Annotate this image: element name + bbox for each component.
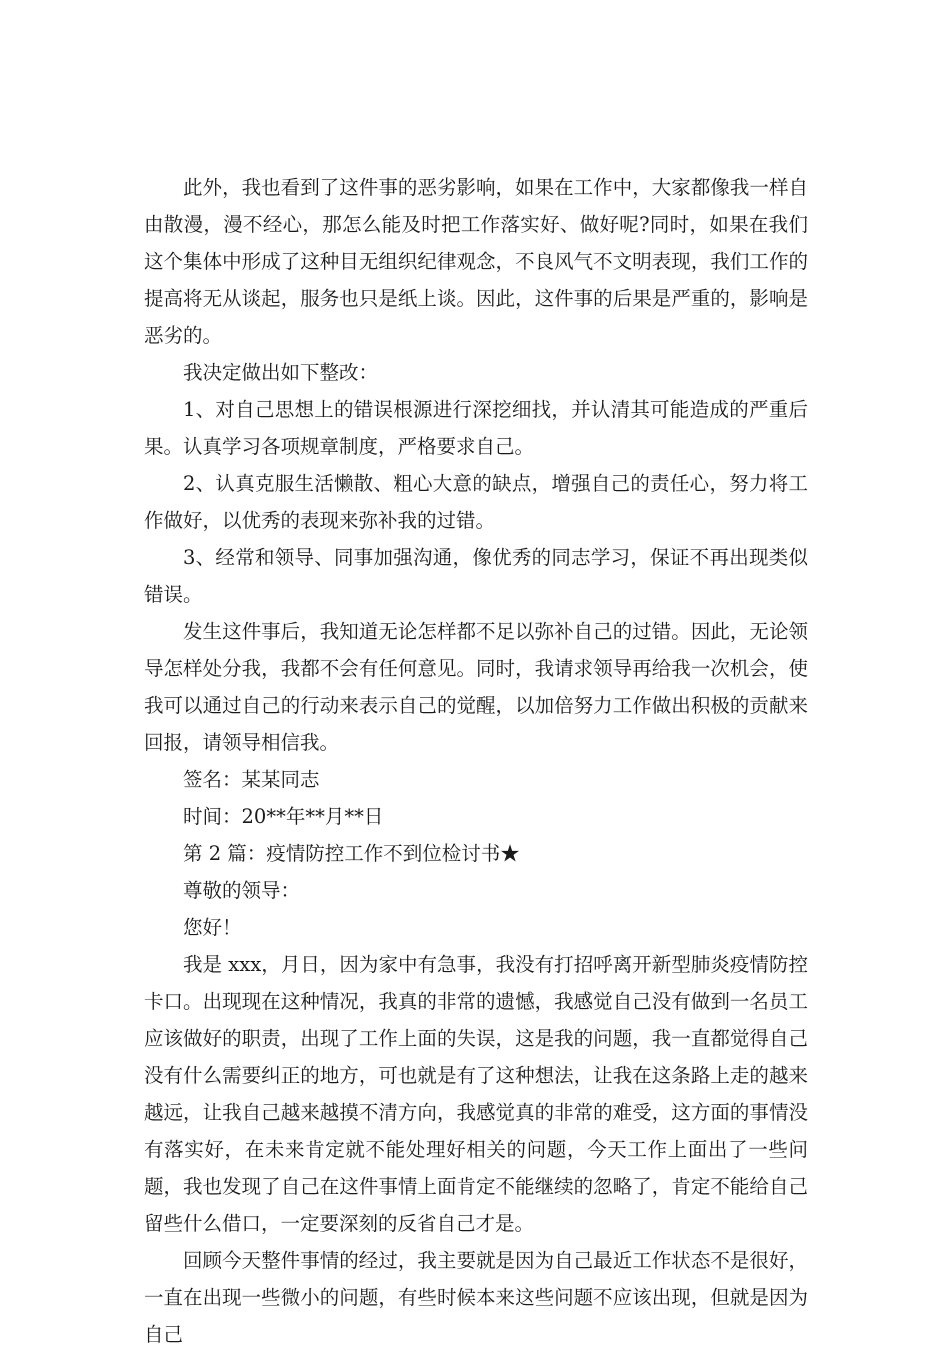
paragraph-consequences: 此外，我也看到了这件事的恶劣影响，如果在工作中，大家都像我一样自由散漫，漫不经心，那怎么能及时把工作落实好、做好呢?同时，如果在我们这个集体中形成了这种目无组织纪律观念，不良风气不文明表现，我们工作的提高将无从谈起，服务也只是纸上谈。因此，这件事的后果是严重的，影响是恶劣的。 xyxy=(144,176,808,347)
signature-line: 签名：某某同志 xyxy=(183,768,320,791)
paragraph-item-3: 3、经常和领导、同事加强沟通，像优秀的同志学习，保证不再出现类似错误。 xyxy=(144,546,808,606)
date-line: 时间：20**年**月**日 xyxy=(183,805,384,828)
paragraph-conclusion: 发生这件事后，我知道无论怎样都不足以弥补自己的过错。因此，无论领导怎样处分我，我都不会有任何意见。同时，我请求领导再给我一次机会，使我可以通过自己的行动来表示自己的觉醒，以加倍努力工作做出积极的贡献来回报，请领导相信我。 xyxy=(144,620,808,754)
section-title: 第 2 篇：疫情防控工作不到位检讨书★ xyxy=(183,842,520,865)
paragraph-item-1: 1、对自己思想上的错误根源进行深挖细找，并认清其可能造成的严重后果。认真学习各项规章制度，严格要求自己。 xyxy=(144,398,808,458)
paragraph-incident: 我是 xxx，月日，因为家中有急事，我没有打招呼离开新型肺炎疫情防控卡口。出现现在这种情况，我真的非常的遗憾，我感觉自己没有做到一名员工应该做好的职责，出现了工作上面的失误，这是我的问题，我一直都觉得自己没有什么需要纠正的地方，可也就是有了这种想法，让我在这条路上走的越来越远，让我自己越来越摸不清方向，我感觉真的非常的难受，这方面的事情没有落实好，在未来肯定就不能处理好相关的问题，今天工作上面出了一些问题，我也发现了自己在这件事情上面肯定不能继续的忽略了，肯定不能给自己留些什么借口，一定要深刻的反省自己才是。 xyxy=(144,953,808,1235)
paragraph-rectification-intro: 我决定做出如下整改： xyxy=(183,361,379,384)
paragraph-review: 回顾今天整件事情的经过，我主要就是因为自己最近工作状态不是很好，一直在出现一些微小的问题，有些时候本来这些问题不应该出现，但就是因为自己 xyxy=(144,1249,808,1346)
paragraph-item-2: 2、认真克服生活懒散、粗心大意的缺点，增强自己的责任心，努力将工作做好，以优秀的表现来弥补我的过错。 xyxy=(144,472,808,532)
greeting: 您好！ xyxy=(183,916,242,939)
document-page xyxy=(144,170,808,1353)
salutation: 尊敬的领导： xyxy=(183,879,301,902)
